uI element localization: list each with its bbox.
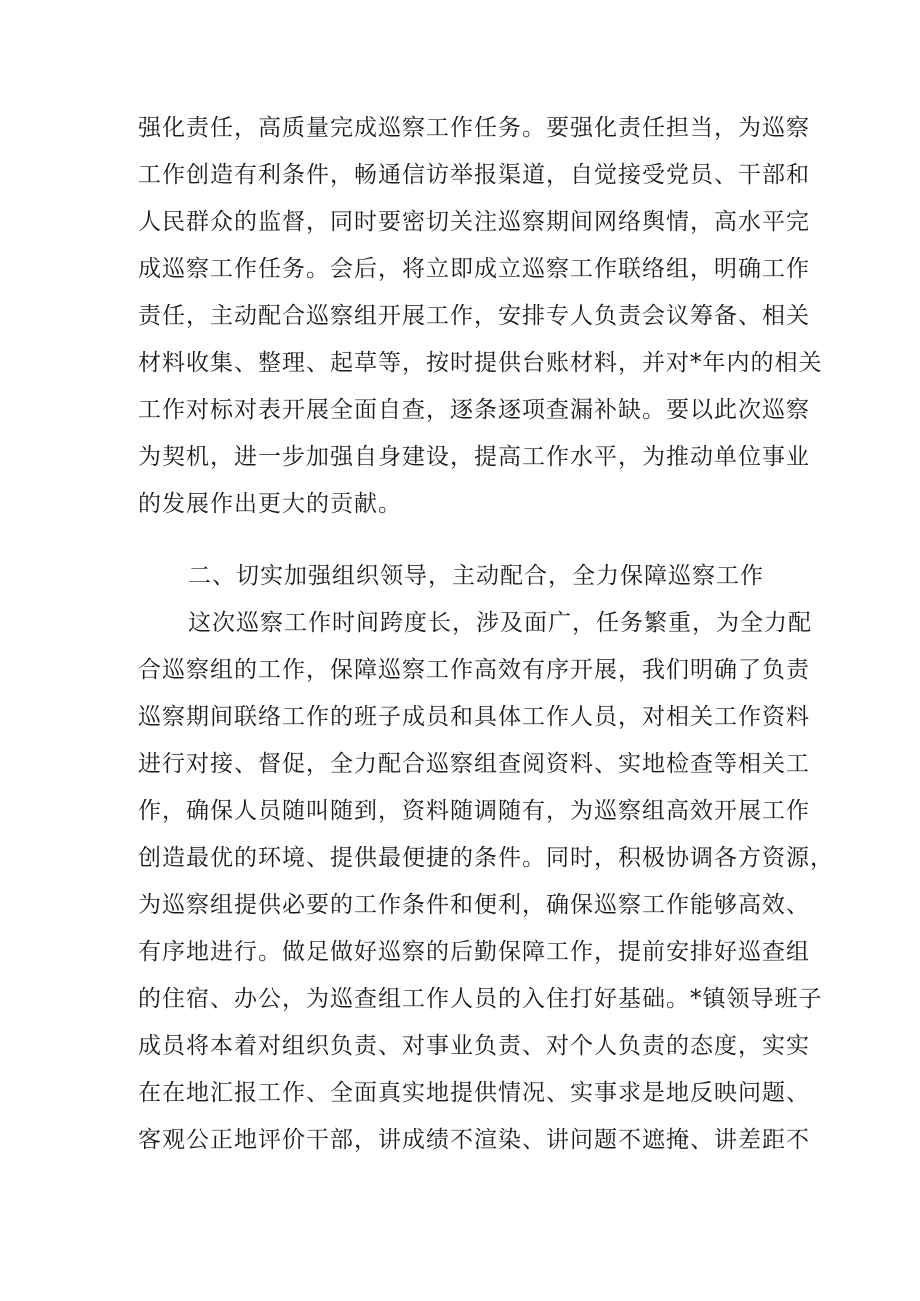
paragraph-line: 进行对接、督促，全力配合巡察组查阅资料、实地检查等相关工 [138,751,810,777]
paragraph-line: 创造最优的环境、提供最便捷的条件。同时，积极协调各方资源， [138,845,834,871]
paragraph-line: 有序地进行。做足做好巡察的后勤保障工作，提前安排好巡查组 [138,939,810,965]
paragraph-line: 为契机，进一步加强自身建设，提高工作水平，为推动单位事业 [138,444,810,470]
paragraph-line: 工作对标对表开展全面自查，逐条逐项查漏补缺。要以此次巡察 [138,397,810,423]
paragraph-2 [138,600,834,1164]
paragraph-line: 这次巡察工作时间跨度长，涉及面广，任务繁重，为全力配 [188,610,812,636]
paragraph-line: 为巡察组提供必要的工作条件和便利，确保巡察工作能够高效、 [138,892,810,918]
section-heading [188,553,848,600]
paragraph-line: 在在地汇报工作、全面真实地提供情况、实事求是地反映问题、 [138,1080,810,1106]
section-heading-text: 二、切实加强组织领导，主动配合，全力保障巡察工作 [188,563,764,589]
paragraph-line: 成员将本着对组织负责、对事业负责、对个人负责的态度，实实 [138,1033,810,1059]
paragraph-line: 合巡察组的工作，保障巡察工作高效有序开展，我们明确了负责 [138,657,810,683]
paragraph-line: 人民群众的监督，同时要密切关注巡察期间网络舆情，高水平完 [138,209,810,235]
paragraph-line: 巡察期间联络工作的班子成员和具体工作人员，对相关工作资料 [138,704,810,730]
paragraph-line: 的发展作出更大的贡献。 [138,491,402,517]
paragraph-line: 作，确保人员随叫随到，资料随调随有，为巡察组高效开展工作 [138,798,810,824]
paragraph-line: 成巡察工作任务。会后，将立即成立巡察工作联络组，明确工作 [138,256,810,282]
paragraph-line: 强化责任，高质量完成巡察工作任务。要强化责任担当，为巡察 [138,115,810,141]
paragraph-line: 工作创造有利条件，畅通信访举报渠道，自觉接受党员、干部和 [138,162,810,188]
paragraph-line: 材料收集、整理、起草等，按时提供台账材料，并对*年内的相关 [138,350,823,376]
paragraph-line: 客观公正地评价干部，讲成绩不渲染、讲问题不遮掩、讲差距不 [138,1127,810,1153]
paragraph-1 [138,105,823,528]
paragraph-line: 的住宿、办公，为巡查组工作人员的入住打好基础。*镇领导班子 [138,986,823,1012]
paragraph-line: 责任，主动配合巡察组开展工作，安排专人负责会议筹备、相关 [138,303,810,329]
